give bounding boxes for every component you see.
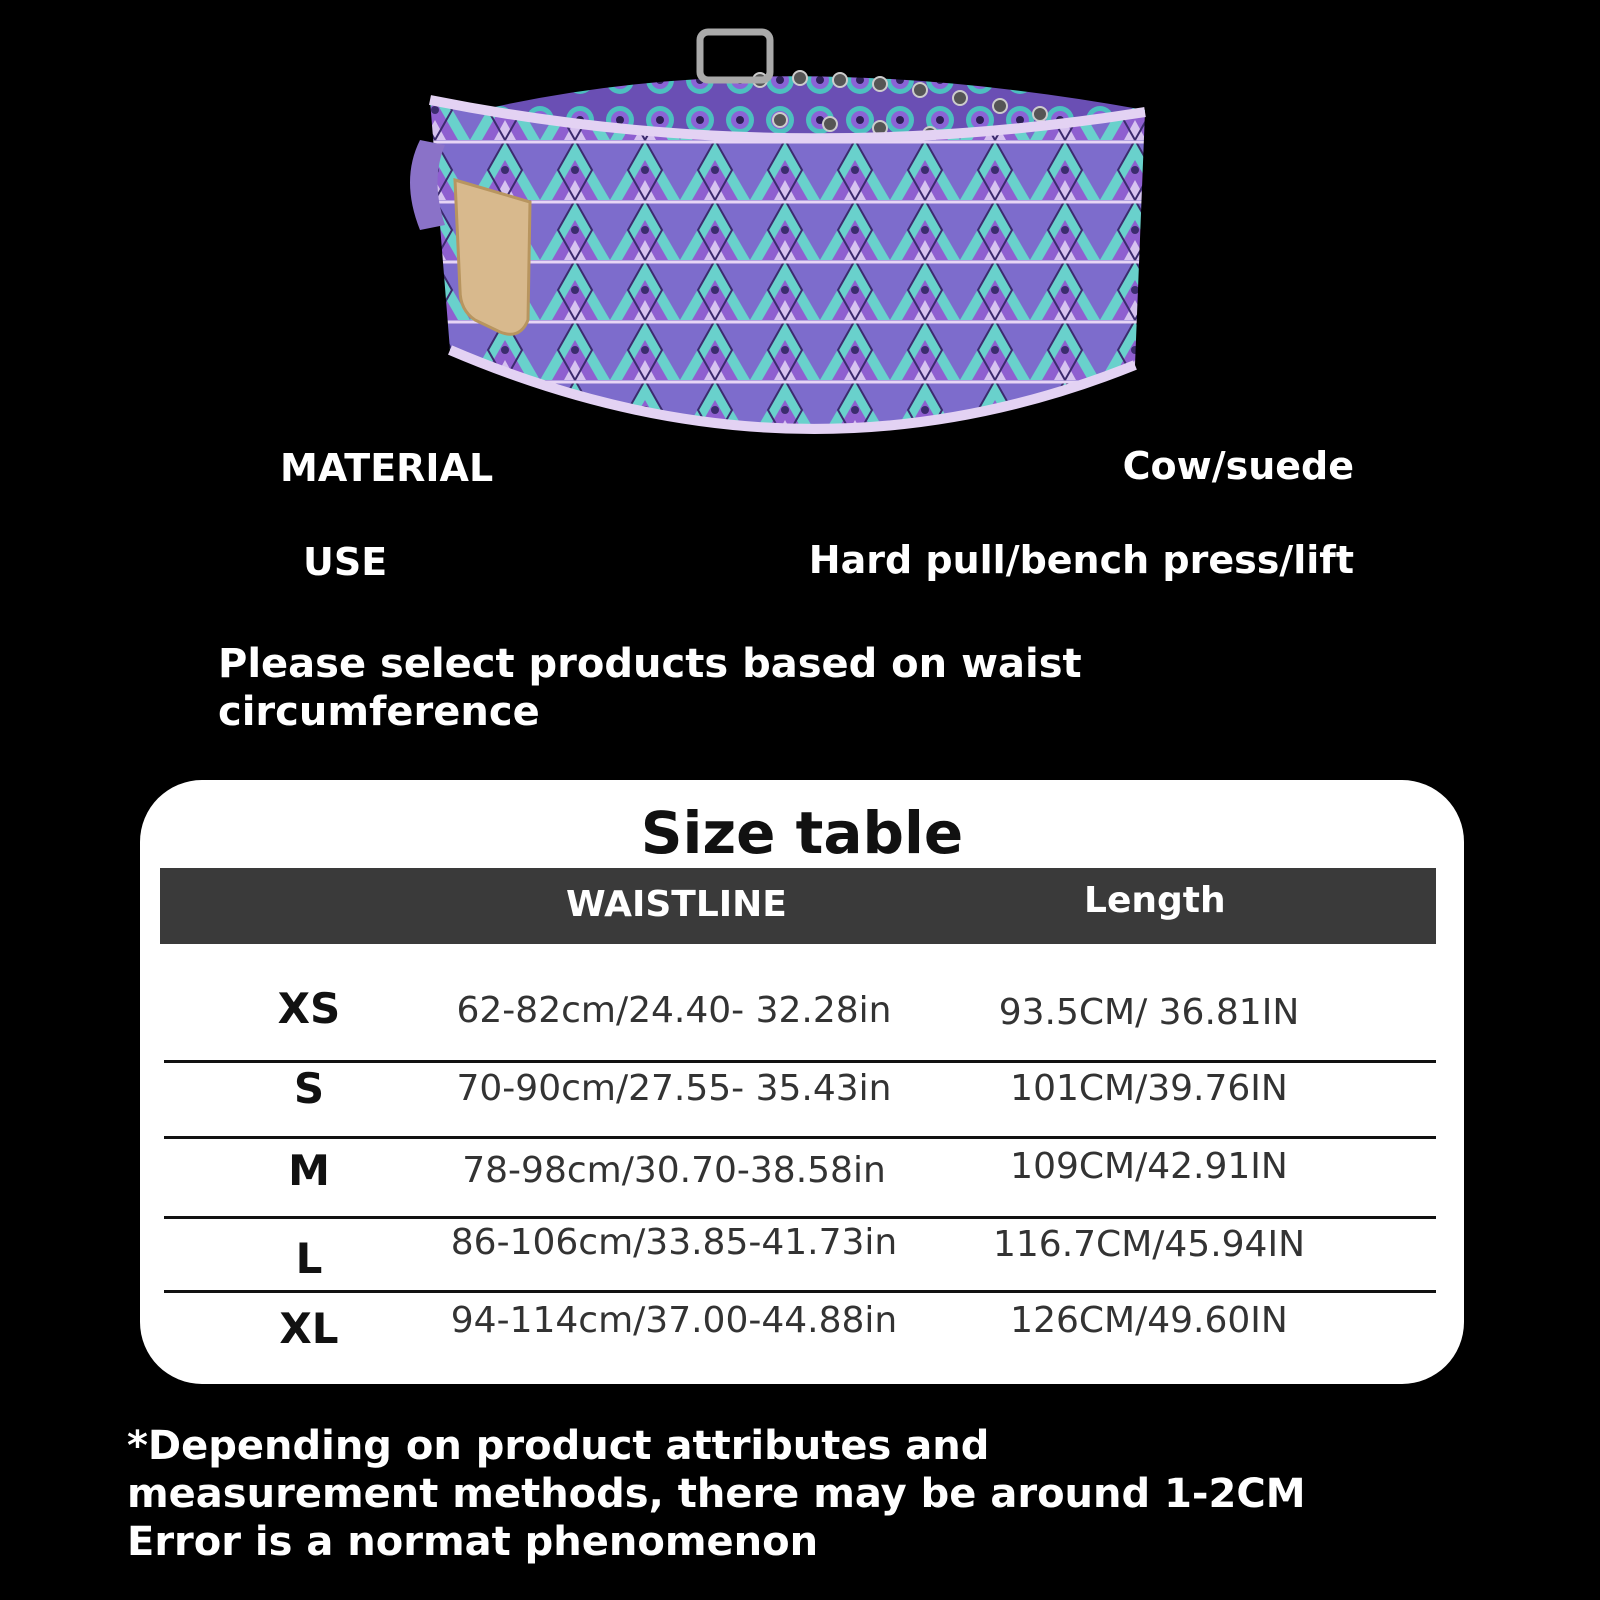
row-divider <box>164 1216 1436 1219</box>
disclaimer-line: measurement methods, there may be around 1-2CM <box>127 1471 1306 1517</box>
waistline-cell: 86-106cm/33.85-41.73in <box>450 1222 898 1263</box>
size-table-title: Size table <box>640 799 964 867</box>
size-cell: M <box>288 1146 330 1195</box>
use-value: Hard pull/bench press/lift <box>808 538 1354 582</box>
length-cell: 101CM/39.76IN <box>1010 1068 1288 1109</box>
length-cell: 126CM/49.60IN <box>1010 1300 1288 1341</box>
size-cell: S <box>293 1064 325 1113</box>
row-divider <box>164 1060 1436 1063</box>
size-cell: XL <box>279 1304 339 1353</box>
length-cell: 109CM/42.91IN <box>1010 1146 1288 1187</box>
use-label: USE <box>303 540 388 584</box>
size-instruction-line: Please select products based on waist <box>218 641 1082 687</box>
disclaimer-line: Error is a normat phenomenon <box>127 1519 819 1565</box>
size-cell: XS <box>277 984 341 1033</box>
row-divider <box>164 1136 1436 1139</box>
header-length: Length <box>1084 880 1226 921</box>
disclaimer-line: *Depending on product attributes and <box>127 1423 990 1469</box>
waistline-cell: 94-114cm/37.00-44.88in <box>450 1300 898 1341</box>
size-table-header <box>160 868 1436 944</box>
length-cell: 116.7CM/45.94IN <box>993 1224 1305 1265</box>
size-table-card <box>140 780 1464 1384</box>
waistline-cell: 78-98cm/30.70-38.58in <box>462 1150 886 1191</box>
measurement-disclaimer <box>127 1422 1306 1566</box>
header-waistline: WAISTLINE <box>566 884 787 925</box>
waistline-cell: 70-90cm/27.55- 35.43in <box>456 1068 892 1109</box>
size-instruction <box>218 640 1082 736</box>
row-divider <box>164 1290 1436 1293</box>
material-value: Cow/suede <box>1122 444 1354 488</box>
lifting-belt-image <box>400 20 1190 460</box>
waistline-cell: 62-82cm/24.40- 32.28in <box>456 990 892 1031</box>
size-cell: L <box>295 1234 323 1283</box>
size-instruction-line: circumference <box>218 689 540 735</box>
material-label: MATERIAL <box>280 446 494 490</box>
length-cell: 93.5CM/ 36.81IN <box>998 992 1300 1033</box>
